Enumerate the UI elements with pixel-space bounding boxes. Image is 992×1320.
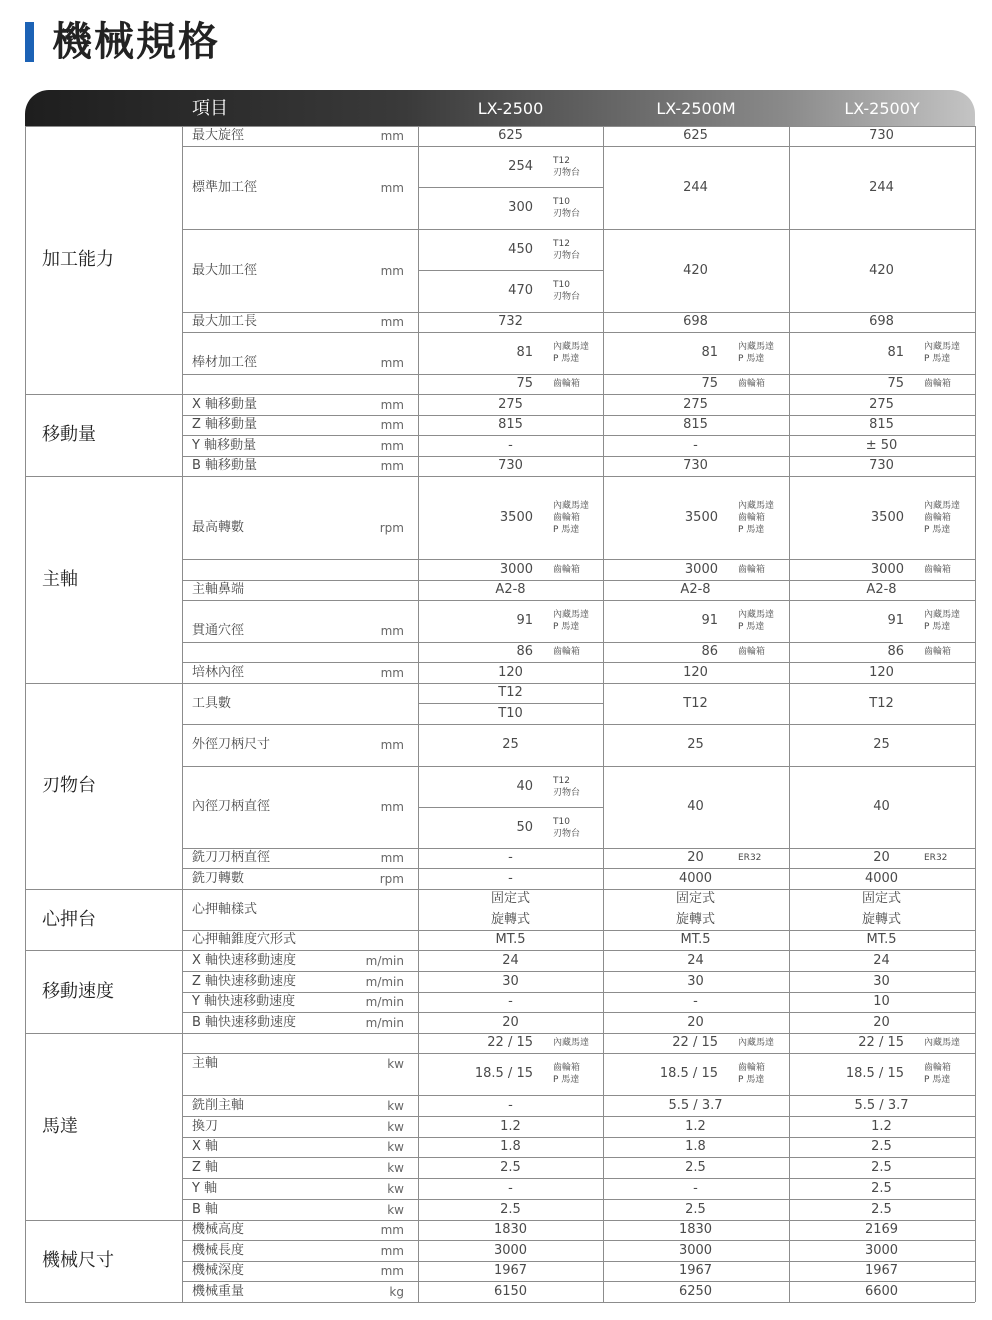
main-gear-1: 18.5 / 15 [474, 1066, 533, 1081]
mill-shank-3: 20 [873, 850, 890, 865]
row-label-tool_change: 換刀 [192, 1119, 219, 1134]
max-len-2: 698 [683, 314, 708, 329]
x-travel-1: 275 [498, 397, 523, 412]
y-travel-3: ± 50 [865, 438, 898, 453]
z-motor-2: 2.5 [685, 1160, 706, 1175]
unit-x-rapid: m/min [365, 954, 404, 968]
bore-gear-3: 86 [887, 644, 904, 659]
height-2: 1830 [678, 1222, 713, 1237]
row-label-z_travel: Z 軸移動量 [192, 417, 258, 432]
bar-gear-note-3-0: 齒輪箱 [924, 379, 952, 389]
bore-gear-2: 86 [701, 644, 718, 659]
quill-rotary-3: 旋轉式 [861, 912, 901, 927]
mill-shank-note-2: ER32 [738, 853, 762, 863]
b-motor-1: 2.5 [500, 1202, 521, 1217]
mill-main-1: - [508, 1098, 513, 1113]
bar-gear-3: 75 [887, 376, 904, 391]
main-motor-note-3-0: 內藏馬達 [924, 1038, 961, 1048]
unit-mill-speed: rpm [379, 872, 404, 886]
row-label-max_speed: 最高轉數 [192, 520, 245, 535]
main-gear-note-1-0: 齒輪箱 [553, 1063, 581, 1073]
x-rapid-2: 24 [687, 953, 704, 968]
unit-mill-main: kw [387, 1099, 404, 1113]
unit-main-motor: kw [387, 1057, 404, 1071]
row-label-nose: 主軸鼻端 [192, 582, 245, 597]
bar-motor-note-2-0: 內藏馬達 [738, 342, 775, 352]
speed-gear-note-3-0: 齒輪箱 [924, 565, 952, 575]
main-motor-note-1-0: 內藏馬達 [553, 1038, 590, 1048]
height-1: 1830 [493, 1222, 528, 1237]
max-len-3: 698 [869, 314, 894, 329]
bore-gear-note-1-0: 齒輪箱 [553, 647, 581, 657]
x-travel-2: 275 [683, 397, 708, 412]
bar-motor-note-1-1: P 馬達 [553, 354, 580, 364]
quill-fixed-2: 固定式 [675, 891, 715, 906]
b-rapid-2: 20 [687, 1015, 704, 1030]
row-label-depth: 機械深度 [192, 1263, 245, 1278]
main-gear-note-2-0: 齒輪箱 [738, 1063, 766, 1073]
tools-2: T12 [683, 696, 708, 711]
b-rapid-1: 20 [502, 1015, 519, 1030]
quill-fixed-1: 固定式 [490, 891, 530, 906]
mill-shank-1: - [508, 850, 513, 865]
header-model-2: LX-2500M [656, 99, 736, 118]
max-swing-1: 625 [498, 128, 523, 143]
bar-motor-2: 81 [701, 345, 718, 360]
unit-z-travel: mm [380, 418, 404, 432]
main-gear-note-1-1: P 馬達 [553, 1075, 580, 1085]
tool-change-2: 1.2 [685, 1119, 706, 1134]
y-motor-3: 2.5 [871, 1181, 892, 1196]
spindle-nose-2: A2-8 [680, 582, 711, 597]
bar-motor-note-3-0: 內藏馬達 [924, 342, 961, 352]
b-motor-3: 2.5 [871, 1202, 892, 1217]
taper-2: MT.5 [680, 932, 711, 947]
main-gear-note-3-0: 齒輪箱 [924, 1063, 952, 1073]
std-diam-t10: 300 [508, 200, 533, 215]
unit-id-shank: mm [380, 800, 404, 814]
main-gear-2: 18.5 / 15 [659, 1066, 718, 1081]
weight-1: 6150 [493, 1284, 528, 1299]
row-label-x_axis: X 軸 [192, 1139, 219, 1154]
unit-b-travel: mm [380, 459, 404, 473]
row-label-bar_cap: 棒材加工徑 [192, 355, 258, 370]
row-label-std_diam: 標準加工徑 [192, 180, 258, 195]
row-label-max_len: 最大加工長 [192, 314, 258, 329]
x-motor-2: 1.8 [685, 1139, 706, 1154]
main-gear-note-3-1: P 馬達 [924, 1075, 951, 1085]
bore-gear-note-3-0: 齒輪箱 [924, 647, 952, 657]
x-motor-1: 1.8 [500, 1139, 521, 1154]
row-label-b_travel: B 軸移動量 [192, 458, 258, 473]
section-motor: 馬達 [42, 1116, 78, 1137]
bearing-2: 120 [683, 665, 708, 680]
y-rapid-2: - [693, 994, 698, 1009]
section-dimensions: 機械尺寸 [42, 1250, 114, 1271]
maxd-t12-note-1-0: T12 [553, 239, 570, 249]
bore-motor-note-2-0: 內藏馬達 [738, 610, 775, 620]
mill-shank-note-3: ER32 [924, 853, 948, 863]
tools-1b: T10 [498, 706, 523, 721]
unit-z-rapid: m/min [365, 975, 404, 989]
unit-length: mm [380, 1244, 404, 1258]
row-label-y_axis: Y 軸 [192, 1181, 218, 1196]
speed-motor-note-2-2: P 馬達 [738, 525, 765, 535]
unit-bar-cap: mm [380, 356, 404, 370]
id-t10-note-1-1: 刃物台 [553, 829, 581, 839]
max-len-1: 732 [498, 314, 523, 329]
id-shank-2: 40 [687, 799, 704, 814]
depth-1: 1967 [493, 1263, 528, 1278]
mill-speed-2: 4000 [678, 871, 713, 886]
y-rapid-3: 10 [873, 994, 890, 1009]
speed-motor-note-3-2: P 馬達 [924, 525, 951, 535]
main-motor-note-2-0: 內藏馬達 [738, 1038, 775, 1048]
std-t12-note-1-0: T12 [553, 156, 570, 166]
speed-motor-note-2-1: 齒輪箱 [738, 513, 766, 523]
row-label-b_rapid: B 軸快速移動速度 [192, 1015, 297, 1030]
main-motor-1: 22 / 15 [487, 1035, 533, 1050]
bore-gear-1: 86 [516, 644, 533, 659]
header-model-3: LX-2500Y [844, 99, 920, 118]
section-tailstock: 心押台 [42, 909, 96, 930]
quill-rotary-2: 旋轉式 [675, 912, 715, 927]
quill-rotary-1: 旋轉式 [490, 912, 530, 927]
bar-motor-3: 81 [887, 345, 904, 360]
bar-gear-note-1-0: 齒輪箱 [553, 379, 581, 389]
unit-depth: mm [380, 1264, 404, 1278]
std-diam-3: 244 [869, 180, 894, 195]
row-label-z_axis: Z 軸 [192, 1160, 219, 1175]
row-label-bearing: 培林內徑 [192, 665, 245, 680]
row-label-bore: 貫通穴徑 [192, 623, 245, 638]
mill-speed-1: - [508, 871, 513, 886]
b-travel-2: 730 [683, 458, 708, 473]
max-swing-3: 730 [869, 128, 894, 143]
speed-gear-1: 3000 [499, 562, 533, 577]
speed-motor-note-1-2: P 馬達 [553, 525, 580, 535]
page-title: 機械規格 [52, 19, 220, 65]
bore-motor-3: 91 [887, 613, 904, 628]
bar-gear-2: 75 [701, 376, 718, 391]
std-t12-note-1-1: 刃物台 [553, 168, 581, 178]
spindle-nose-1: A2-8 [495, 582, 526, 597]
y-motor-1: - [508, 1181, 513, 1196]
unit-x-travel: mm [380, 398, 404, 412]
row-label-od_shank: 外徑刀柄尺寸 [192, 737, 271, 752]
maxd-t10-note-1-1: 刃物台 [553, 292, 581, 302]
speed-motor-note-3-1: 齒輪箱 [924, 513, 952, 523]
unit-z-motor: kw [387, 1161, 404, 1175]
unit-max-speed: rpm [379, 521, 404, 535]
unit-std-diam: mm [380, 181, 404, 195]
b-travel-3: 730 [869, 458, 894, 473]
id-t12-note-1-1: 刃物台 [553, 788, 581, 798]
mill-main-2: 5.5 / 3.7 [668, 1098, 723, 1113]
bar-motor-note-1-0: 內藏馬達 [553, 342, 590, 352]
od-shank-2: 25 [687, 737, 704, 752]
x-travel-3: 275 [869, 397, 894, 412]
speed-gear-2: 3000 [684, 562, 718, 577]
section-rapid: 移動速度 [42, 981, 114, 1002]
unit-max-diam: mm [380, 264, 404, 278]
bar-motor-1: 81 [516, 345, 533, 360]
z-rapid-2: 30 [687, 974, 704, 989]
max-diam-t12: 450 [508, 242, 533, 257]
row-label-weight: 機械重量 [192, 1284, 245, 1299]
taper-3: MT.5 [866, 932, 897, 947]
y-travel-2: - [693, 438, 698, 453]
id-shank-3: 40 [873, 799, 890, 814]
row-label-x_travel: X 軸移動量 [192, 397, 258, 412]
section-travel: 移動量 [42, 424, 96, 445]
unit-max-swing: mm [380, 129, 404, 143]
row-label-y_rapid: Y 軸快速移動速度 [192, 994, 296, 1009]
x-motor-3: 2.5 [871, 1139, 892, 1154]
main-motor-2: 22 / 15 [672, 1035, 718, 1050]
std-diam-2: 244 [683, 180, 708, 195]
bar-motor-note-2-1: P 馬達 [738, 354, 765, 364]
length-3: 3000 [864, 1243, 899, 1258]
row-label-y_travel: Y 軸移動量 [192, 438, 257, 453]
header-item: 項目 [192, 98, 228, 119]
id-t10-note-1-0: T10 [553, 817, 570, 827]
std-t10-note-1-0: T10 [553, 197, 570, 207]
quill-fixed-3: 固定式 [861, 891, 901, 906]
bore-motor-note-2-1: P 馬達 [738, 622, 765, 632]
bore-motor-note-1-0: 內藏馬達 [553, 610, 590, 620]
bore-motor-note-3-0: 內藏馬達 [924, 610, 961, 620]
b-rapid-3: 20 [873, 1015, 890, 1030]
bar-gear-1: 75 [516, 376, 533, 391]
row-label-mill_shank: 銑刀刀柄直徑 [192, 850, 271, 865]
unit-y-rapid: m/min [365, 995, 404, 1009]
row-label-tools: 工具數 [192, 696, 232, 711]
z-motor-3: 2.5 [871, 1160, 892, 1175]
unit-mill-shank: mm [380, 851, 404, 865]
taper-1: MT.5 [495, 932, 526, 947]
tools-1a: T12 [498, 685, 523, 700]
mill-shank-2: 20 [687, 850, 704, 865]
z-rapid-3: 30 [873, 974, 890, 989]
row-label-z_rapid: Z 軸快速移動速度 [192, 974, 297, 989]
weight-3: 6600 [864, 1284, 899, 1299]
x-rapid-3: 24 [873, 953, 890, 968]
speed-gear-note-1-0: 齒輪箱 [553, 565, 581, 575]
unit-tool-change: kw [387, 1120, 404, 1134]
x-rapid-1: 24 [502, 953, 519, 968]
od-shank-3: 25 [873, 737, 890, 752]
row-label-max_diam: 最大加工徑 [192, 263, 258, 278]
std-t10-note-1-1: 刃物台 [553, 209, 581, 219]
length-1: 3000 [493, 1243, 528, 1258]
row-label-b_axis: B 軸 [192, 1202, 219, 1217]
speed-motor-1: 3500 [499, 510, 533, 525]
bore-motor-note-1-1: P 馬達 [553, 622, 580, 632]
maxd-t10-note-1-0: T10 [553, 280, 570, 290]
unit-height: mm [380, 1223, 404, 1237]
row-label-height: 機械高度 [192, 1222, 245, 1237]
section-spindle: 主軸 [42, 569, 78, 590]
speed-motor-note-1-1: 齒輪箱 [553, 513, 581, 523]
bore-gear-note-2-0: 齒輪箱 [738, 647, 766, 657]
z-travel-2: 815 [683, 417, 708, 432]
main-gear-3: 18.5 / 15 [845, 1066, 904, 1081]
spindle-nose-3: A2-8 [866, 582, 897, 597]
unit-max-len: mm [380, 315, 404, 329]
row-label-id_shank: 內徑刀柄直徑 [192, 799, 271, 814]
z-travel-1: 815 [498, 417, 523, 432]
row-label-taper: 心押軸錐度穴形式 [192, 932, 297, 947]
title-accent-bar [25, 22, 34, 62]
row-label-main: 主軸 [192, 1056, 219, 1071]
depth-2: 1967 [678, 1263, 713, 1278]
unit-b-rapid: m/min [365, 1016, 404, 1030]
row-label-x_rapid: X 軸快速移動速度 [192, 953, 297, 968]
row-label-mill_main: 銑削主軸 [192, 1098, 245, 1113]
speed-gear-3: 3000 [870, 562, 904, 577]
max-swing-2: 625 [683, 128, 708, 143]
speed-motor-3: 3500 [870, 510, 904, 525]
z-travel-3: 815 [869, 417, 894, 432]
bar-motor-note-3-1: P 馬達 [924, 354, 951, 364]
row-label-length: 機械長度 [192, 1243, 245, 1258]
y-rapid-1: - [508, 994, 513, 1009]
header-model-1: LX-2500 [477, 99, 544, 118]
speed-gear-note-2-0: 齒輪箱 [738, 565, 766, 575]
speed-motor-note-2-0: 內藏馬達 [738, 501, 775, 511]
height-3: 2169 [864, 1222, 899, 1237]
id-shank-t10: 50 [516, 820, 533, 835]
od-shank-1: 25 [502, 737, 519, 752]
unit-y-motor: kw [387, 1182, 404, 1196]
section-turret: 刃物台 [42, 775, 96, 796]
tool-change-1: 1.2 [500, 1119, 521, 1134]
b-motor-2: 2.5 [685, 1202, 706, 1217]
unit-od-shank: mm [380, 738, 404, 752]
maxd-t12-note-1-1: 刃物台 [553, 251, 581, 261]
unit-y-travel: mm [380, 439, 404, 453]
unit-x-motor: kw [387, 1140, 404, 1154]
max-diam-3: 420 [869, 263, 894, 278]
speed-motor-2: 3500 [684, 510, 718, 525]
depth-3: 1967 [864, 1263, 899, 1278]
row-label-mill_speed: 銑刀轉數 [192, 871, 245, 886]
unit-weight: kg [389, 1285, 404, 1299]
unit-bearing: mm [380, 666, 404, 680]
id-t12-note-1-0: T12 [553, 776, 570, 786]
mill-speed-3: 4000 [864, 871, 899, 886]
max-diam-t10: 470 [508, 283, 533, 298]
tools-3: T12 [869, 696, 894, 711]
length-2: 3000 [678, 1243, 713, 1258]
z-rapid-1: 30 [502, 974, 519, 989]
bearing-1: 120 [498, 665, 523, 680]
section-machining: 加工能力 [42, 249, 114, 270]
speed-motor-note-3-0: 內藏馬達 [924, 501, 961, 511]
std-diam-t12: 254 [508, 159, 533, 174]
bar-gear-note-2-0: 齒輪箱 [738, 379, 766, 389]
row-label-max_swing: 最大旋徑 [192, 128, 245, 143]
bore-motor-note-3-1: P 馬達 [924, 622, 951, 632]
speed-motor-note-1-0: 內藏馬達 [553, 501, 590, 511]
id-shank-t12: 40 [516, 779, 533, 794]
b-travel-1: 730 [498, 458, 523, 473]
max-diam-2: 420 [683, 263, 708, 278]
bore-motor-1: 91 [516, 613, 533, 628]
row-label-quill: 心押軸樣式 [192, 902, 258, 917]
bearing-3: 120 [869, 665, 894, 680]
z-motor-1: 2.5 [500, 1160, 521, 1175]
mill-main-3: 5.5 / 3.7 [854, 1098, 909, 1113]
y-motor-2: - [693, 1181, 698, 1196]
weight-2: 6250 [678, 1284, 713, 1299]
y-travel-1: - [508, 438, 513, 453]
unit-bore: mm [380, 624, 404, 638]
bore-motor-2: 91 [701, 613, 718, 628]
tool-change-3: 1.2 [871, 1119, 892, 1134]
main-motor-3: 22 / 15 [858, 1035, 904, 1050]
unit-b-motor: kw [387, 1203, 404, 1217]
main-gear-note-2-1: P 馬達 [738, 1075, 765, 1085]
